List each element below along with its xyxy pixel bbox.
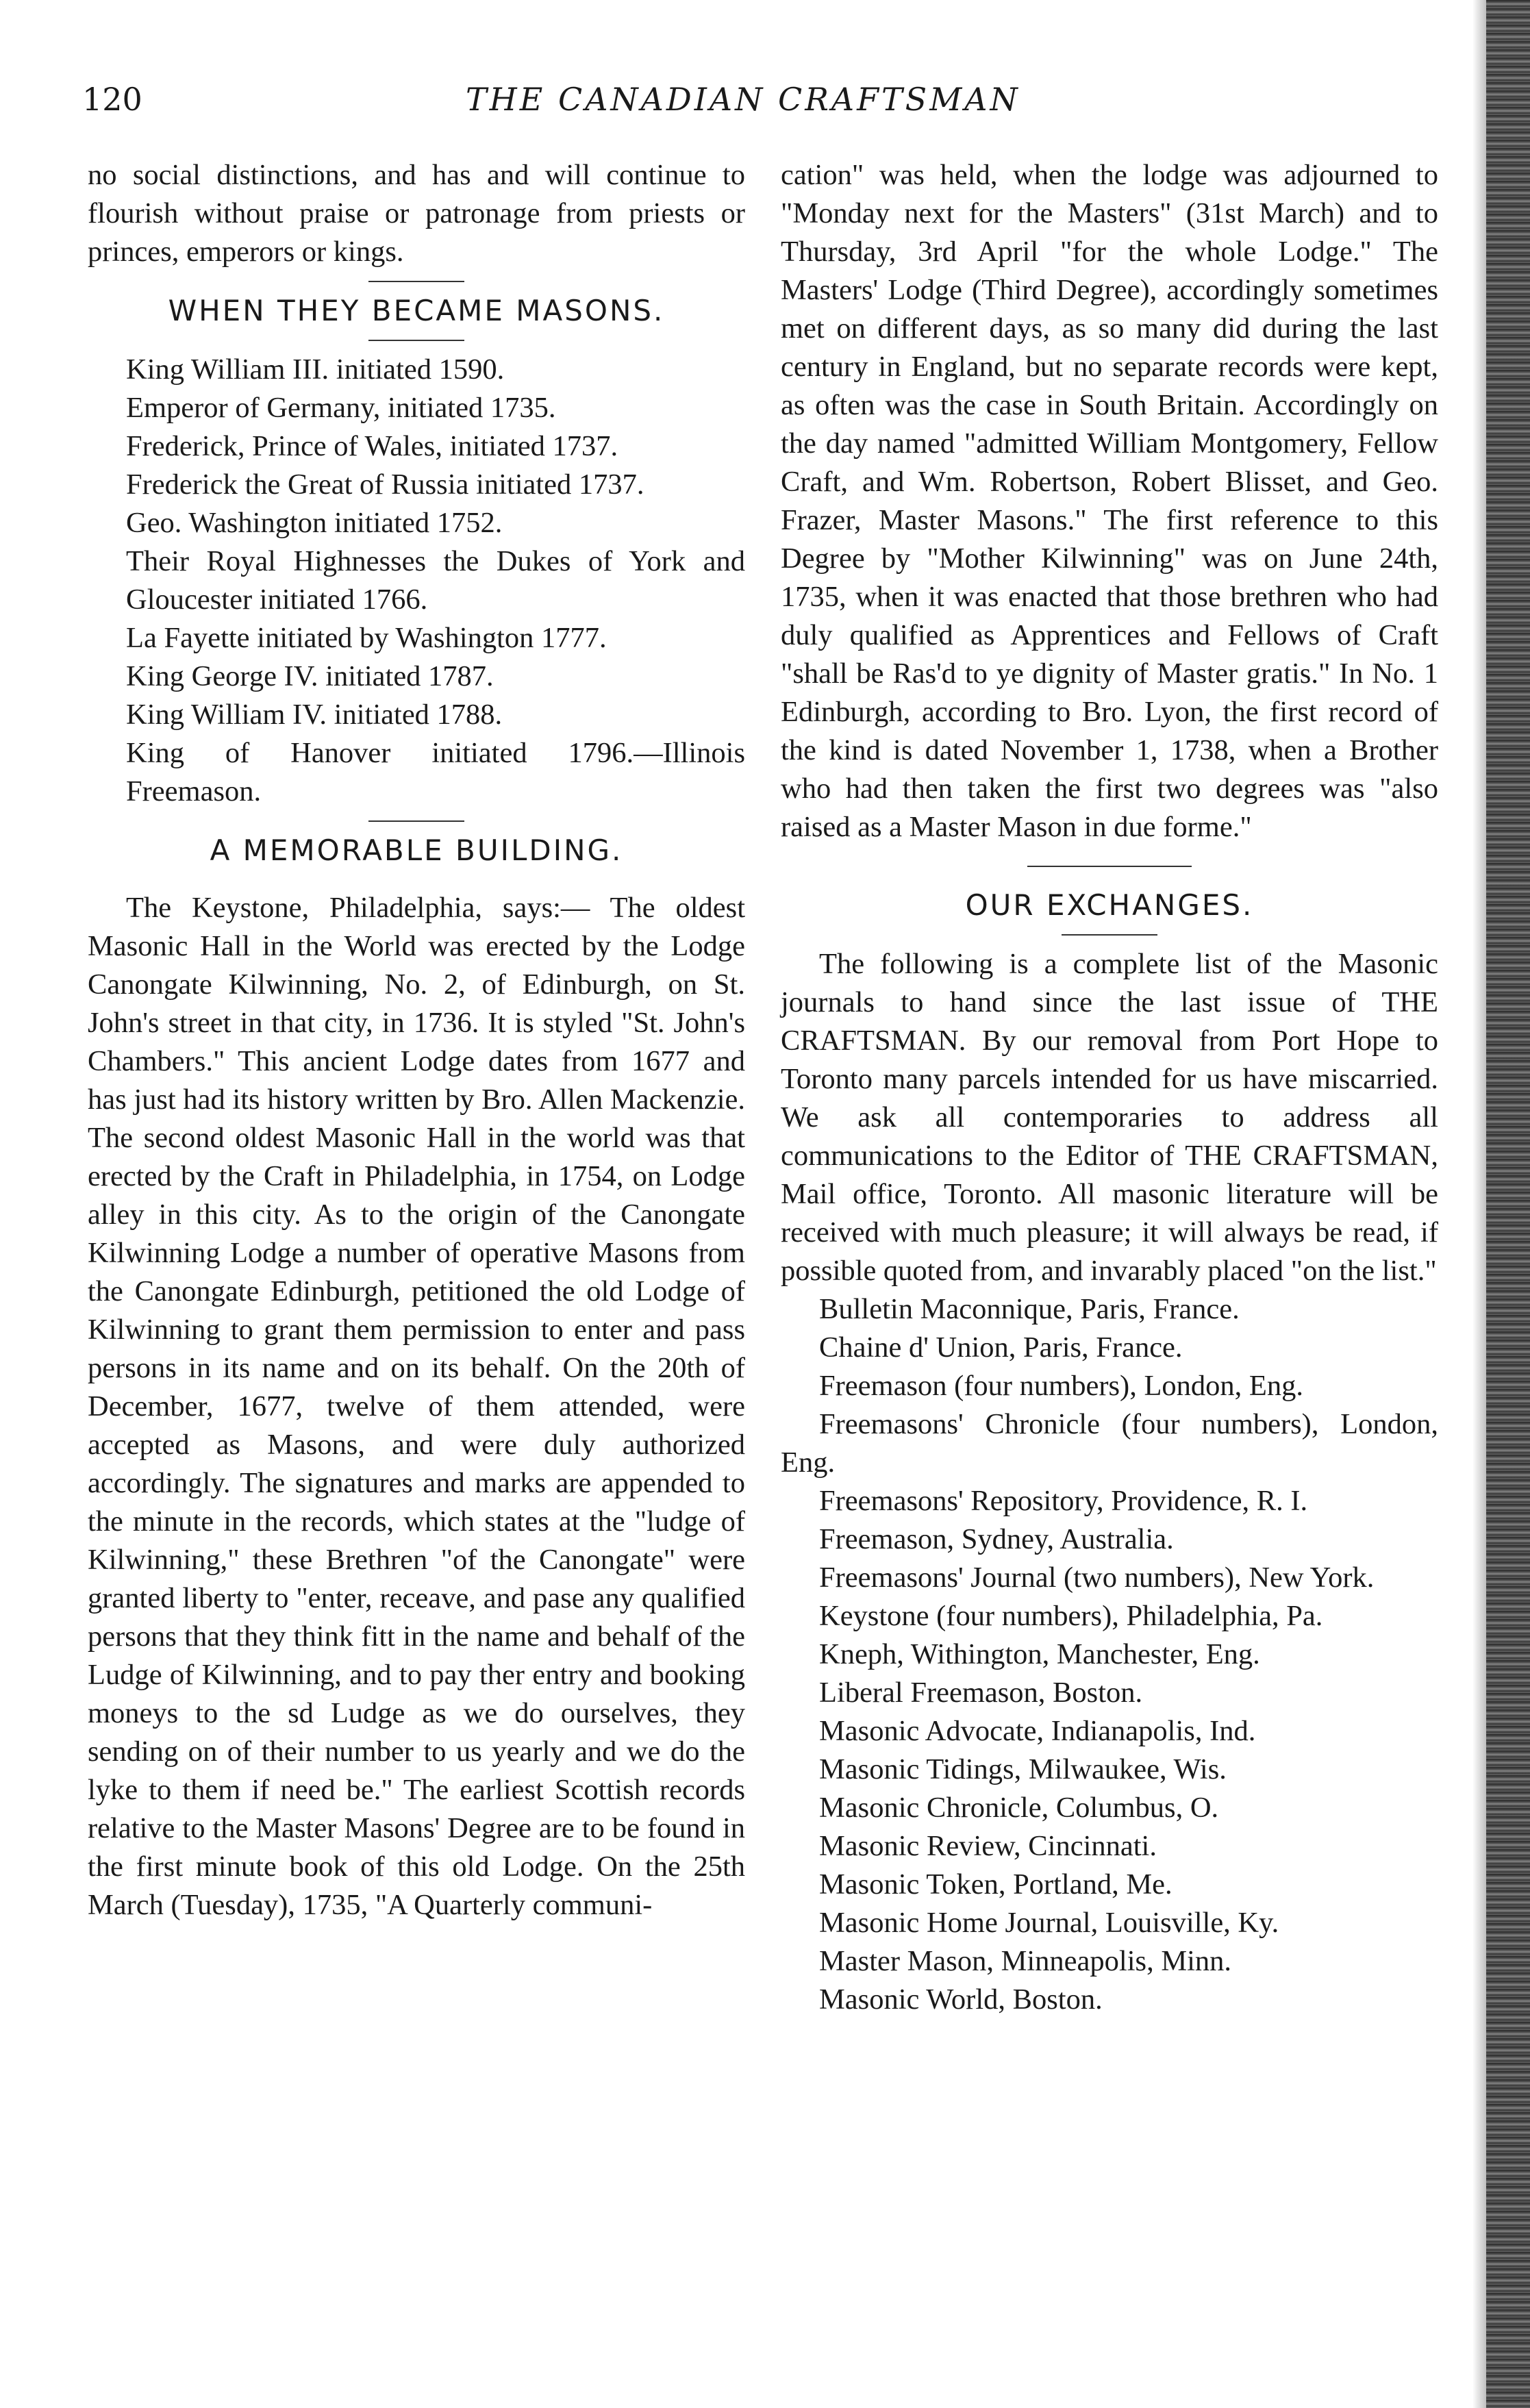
list-item: Masonic Chronicle, Columbus, O.	[819, 1792, 1219, 1824]
list-item: Freemason (four numbers), London, Eng.	[819, 1370, 1303, 1402]
list-item: Masonic Tidings, Milwaukee, Wis.	[819, 1753, 1227, 1785]
list-item: Emperor of Germany, initiated 1735.	[126, 392, 556, 424]
list-item: Masonic Review, Cincinnati.	[819, 1830, 1157, 1862]
list-item: Masonic Token, Portland, Me.	[819, 1868, 1172, 1901]
divider	[368, 281, 464, 282]
list-item: Freemason, Sydney, Australia.	[819, 1523, 1174, 1555]
divider	[1027, 866, 1192, 867]
list-item: King of Hanover initiated 1796.—Illinois Freemason.	[126, 737, 745, 807]
list-item: Liberal Freemason, Boston.	[819, 1677, 1143, 1709]
list-item: Frederick, Prince of Wales, initiated 1737.	[126, 430, 618, 462]
list-item: La Fayette initiated by Washington 1777.	[126, 622, 607, 654]
list-item: Masonic World, Boston.	[819, 1983, 1103, 2016]
list-item: Frederick the Great of Russia initiated 1737.	[126, 468, 644, 501]
section-title-memorable-building: A MEMORABLE BUILDING.	[210, 833, 623, 867]
list-item: Freemasons' Repository, Providence, R. I.	[819, 1485, 1308, 1517]
list-item: Master Mason, Minneapolis, Minn.	[819, 1945, 1232, 1977]
list-item: King George IV. initiated 1787.	[126, 660, 494, 692]
page-header	[82, 81, 1425, 136]
exchanges-intro: The following is a complete list of the Masonic journals to hand since the last issue of THE CRAFTSMAN. By our removal from Port Hope to Toronto many parcels intended for us have miscarried. We ask all contemporaries to address all communications to the Editor of THE CRAFTSMAN, Mail office, Toronto. All masonic literature will be received with much pleasure; it will always be read, if possible quoted from, and invarably placed "on the list."	[781, 948, 1438, 1287]
initiations-list	[88, 351, 745, 811]
left-column	[88, 156, 745, 1924]
list-item: Masonic Home Journal, Louisville, Ky.	[819, 1907, 1279, 1939]
divider	[1062, 934, 1157, 936]
section-title-when-they-became-masons: WHEN THEY BECAME MASONS.	[168, 294, 665, 327]
exchanges-list	[781, 1290, 1438, 2019]
page-edge-binding	[1486, 0, 1530, 2408]
section-title-our-exchanges: OUR EXCHANGES.	[965, 888, 1254, 922]
list-item: Chaine d' Union, Paris, France.	[819, 1331, 1183, 1364]
running-title: THE CANADIAN CRAFTSMAN	[466, 81, 1020, 118]
divider	[368, 340, 464, 341]
page-number: 120	[82, 81, 142, 118]
list-item: Masonic Advocate, Indianapolis, Ind.	[819, 1715, 1256, 1747]
continuation-paragraph: cation" was held, when the lodge was adjourned to "Monday next for the Masters" (31st March) and to Thursday, 3rd April "for the whole Lodge." The Masters' Lodge (Third Degree), accordingly sometimes met on different days, as so many did during the last century in England, but no separate records were kept, as often was the case in South Britain. Accordingly on the day named "admitted William Montgomery, Fellow Craft, and Wm. Robertson, Robert Blisset, and Geo. Frazer, Master Masons." The first reference to this Degree by "Mother Kilwinning" was on June 24th, 1735, when it was enacted that those brethren who had duly qualified as Apprentices and Fellows of Craft "shall be Ras'd to ye dignity of Master gratis." In No. 1 Edinburgh, according to Bro. Lyon, the first record of the kind is dated November 1, 1738, when a Brother who had then taken the first two degrees was "also raised as a Master Mason in due forme."	[781, 159, 1438, 843]
list-item: Keystone (four numbers), Philadelphia, Pa.	[819, 1600, 1323, 1632]
list-item: Bulletin Maconnique, Paris, France.	[819, 1293, 1240, 1325]
list-item: King William III. initiated 1590.	[126, 353, 505, 386]
list-item: Kneph, Withington, Manchester, Eng.	[819, 1638, 1260, 1670]
page-edge-shadow	[1472, 0, 1486, 2408]
list-item: Their Royal Highnesses the Dukes of York and Gloucester initiated 1766.	[126, 545, 745, 616]
list-item: King William IV. initiated 1788.	[126, 699, 503, 731]
list-item: Geo. Washington initiated 1752.	[126, 507, 503, 539]
list-item: Freemasons' Journal (two numbers), New York.	[819, 1562, 1375, 1594]
right-column	[781, 156, 1438, 2019]
divider	[368, 820, 464, 822]
intro-paragraph: no social distinctions, and has and will continue to flourish without praise or patronage from priests or princes, emperors or kings.	[88, 159, 745, 268]
list-item: Freemasons' Chronicle (four numbers), London, Eng.	[781, 1408, 1438, 1479]
building-article: The Keystone, Philadelphia, says:— The oldest Masonic Hall in the World was erected by the Lodge Canongate Kilwinning, No. 2, of Edinburgh, on St. John's street in that city, in 1736. It is styled "St. John's Chambers." This ancient Lodge dates from 1677 and has just had its history written by Bro. Allen Mackenzie. The second oldest Masonic Hall in the world was that erected by the Craft in Philadelphia, in 1754, on Lodge alley in this city. As to the origin of the Canongate Kilwinning Lodge a number of operative Masons from the Canongate Edinburgh, petitioned the old Lodge of Kilwinning to grant them permission to enter and pass persons in its name and on its behalf. On the 20th of December, 1677, twelve of them attended, were accepted as Masons, and were duly authorized accordingly. The signatures and marks are appended to the minute in the records, which states at the "ludge of Kilwinning," these Brethren "of the Canongate" were granted liberty to "enter, receave, and pase any qualified persons that they think fitt in the name and behalf of the Ludge of Kilwinning, and to pay ther entry and booking moneys to the sd Ludge as we do ourselves, they sending on of their number to us yearly and we do the lyke to them if need be." The earliest Scottish records relative to the Master Masons' Degree are to be found in the first minute book of this old Lodge. On the 25th March (Tuesday), 1735, "A Quarterly communi-	[88, 892, 745, 1921]
